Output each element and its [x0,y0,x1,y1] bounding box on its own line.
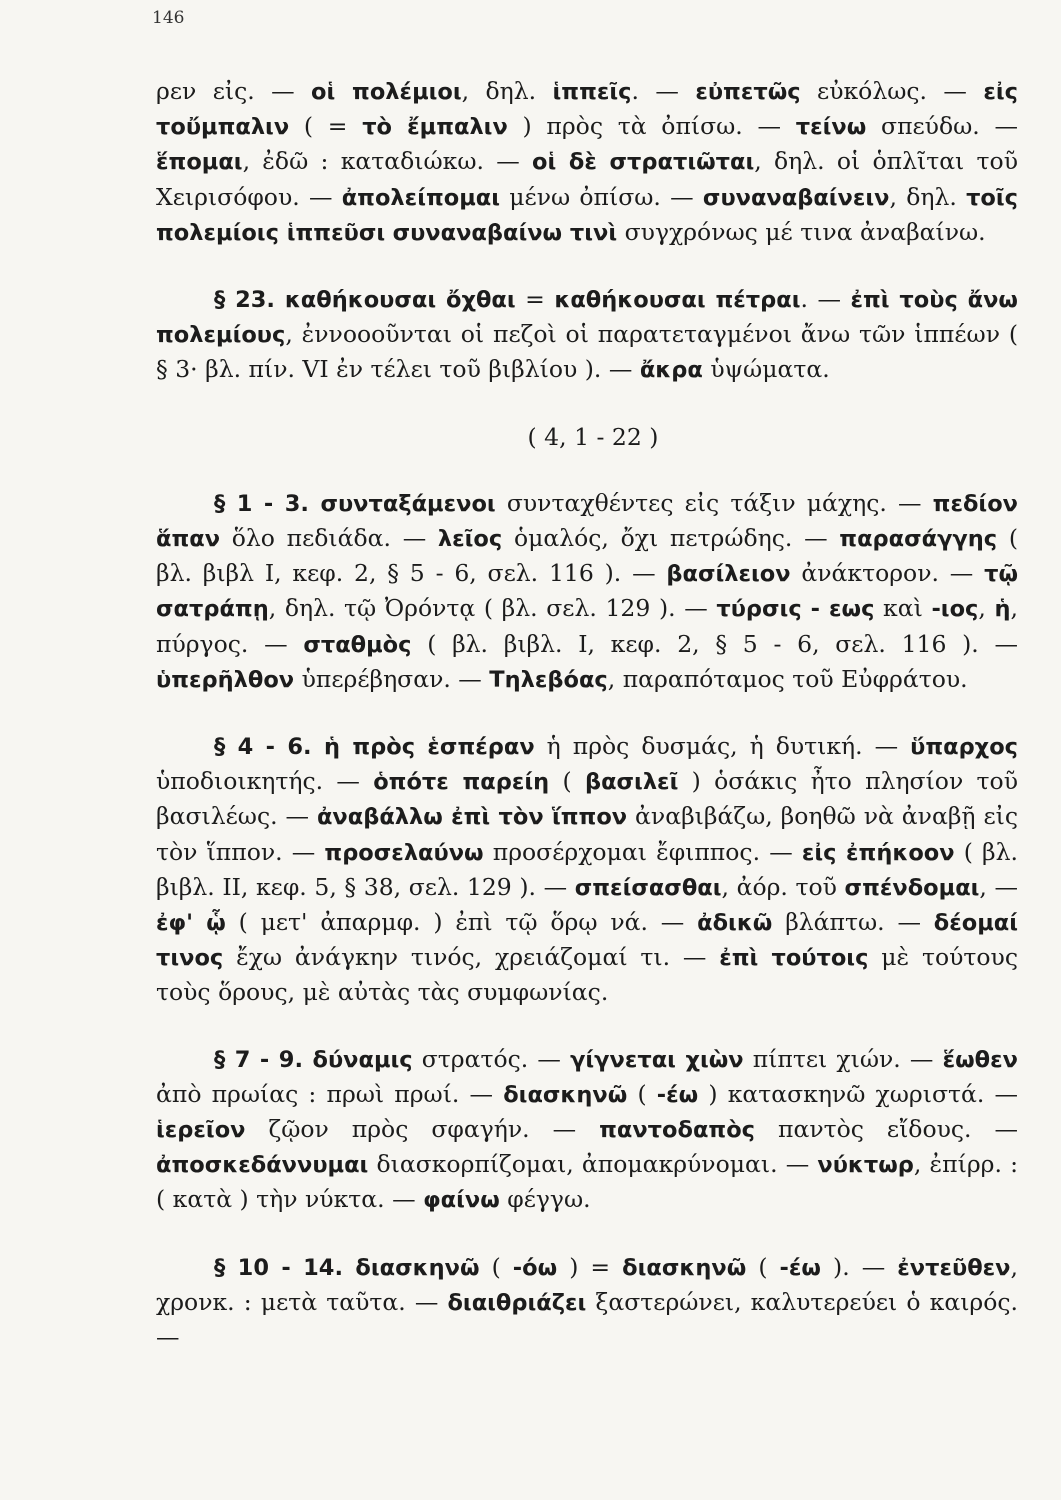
gloss-text: , ἐπίρρ. : ( κατὰ ) τὴν νύκτα. — [156,1150,1018,1214]
gloss-text: προσέρχομαι ἔφιππος. — [483,837,802,866]
commentary-paragraph [156,1250,1018,1355]
lemma-term: καθήκουσαι πέτραι [554,287,801,314]
lemma-term: ὕπαρχος [910,734,1018,761]
lemma-term: § 23. καθήκουσαι ὄχθαι [214,287,516,314]
commentary-paragraph [156,74,1018,250]
gloss-text: ἀπὸ πρωίας : πρωὶ πρωί. — [156,1079,504,1108]
gloss-text: ἀνάκτορον. — [790,559,985,588]
gloss-text: , δηλ. [461,77,553,105]
lemma-term: εἰς τοὔμπαλιν [156,79,1018,141]
paragraph-spacer [156,454,1018,486]
gloss-text: ( βλ. βιβλ. I, κεφ. 2, § 5 - 6, σελ. 116 ). — [411,629,1018,658]
lemma-term: βασιλεῖ [584,769,679,796]
gloss-text: ( [627,1079,657,1108]
lemma-term: προσελαύνω [324,839,484,866]
gloss-text: ὅλο πεδιάδα. — [220,524,438,553]
gloss-text: , ἀόρ. τοῦ [721,872,845,901]
lemma-term: ἄκρα [639,357,703,384]
gloss-text: ὑψώματα. [702,355,830,384]
lemma-term: τὸ ἔμπαλιν [362,114,508,141]
gloss-text: ( [479,1252,513,1281]
gloss-text: στρατός. — [412,1044,571,1073]
gloss-text: καὶ [874,594,932,623]
lemma-term: τείνω [795,114,867,141]
gloss-text: μὲ τούτους τοὺς ὅρους, μὲ αὐτὰς τὰς συμφωνίας. [156,943,1018,1007]
gloss-text: ( [746,1252,780,1281]
lemma-term: ἐπὶ τοὺς ἄνω πολεμίους [156,287,1018,349]
gloss-text: , δηλ. τῷ Ὀρόντᾳ ( βλ. σελ. 129 ). — [268,594,717,623]
lemma-term: -έω [656,1081,699,1108]
gloss-text: συγχρόνως μέ τινα ἀναβαίνω. [617,217,986,246]
gloss-text: , — [979,872,1018,901]
gloss-text: , δηλ. [889,182,967,211]
gloss-text: πίπτει χιών. — [743,1044,943,1073]
commentary-paragraph [156,282,1018,388]
gloss-text: ἔχω ἀνάγκην τινός, χρειάζομαί τι. — [223,943,720,972]
gloss-text: ( = [289,112,363,141]
lemma-term: διασκηνῶ [622,1254,747,1281]
lemma-term: σπένδομαι [844,874,980,901]
gloss-text: ξαστερώνει, καλυτερεύει ὁ καιρός. — [156,1287,1019,1352]
gloss-text: ζῷον πρὸς σφαγήν. — [245,1115,600,1144]
gloss-text: ρεν εἰς. — [156,77,312,105]
paragraph-spacer [156,1010,1018,1042]
gloss-text: , δηλ. οἱ ὁπλῖται τοῦ Χειρισόφου. — [156,147,1018,211]
commentary-part-2 [156,454,1018,1354]
lemma-term: Τηλεβόας [489,666,608,693]
gloss-text: ). — [820,1252,898,1281]
gloss-text: . — [800,285,851,314]
lemma-term: πεδίον ἅπαν [156,490,1018,553]
lemma-term: εἰς ἐπήκοον [801,839,955,866]
lemma-term: -όω [512,1254,558,1281]
lemma-term: τῷ σατράπῃ [156,561,1019,623]
lemma-term: γίγνεται χιὼν [570,1046,744,1073]
section-heading: ( 4, 1 - 22 ) [527,422,659,451]
lemma-term: ἕπομαι [156,149,243,176]
lemma-term: δέομαί τινος [156,910,1019,972]
page-number: 146 [152,8,185,28]
lemma-term: βασίλειον [666,561,791,588]
lemma-term: ἐντεῦθεν [897,1254,1011,1281]
gloss-text: , χρονκ. : μετὰ ταῦτα. — [156,1252,1018,1316]
lemma-term: ἀπολείπομαι [341,184,500,211]
gloss-text: ὁμαλός, ὄχι πετρώδης. — [502,524,840,553]
paragraph-spacer [156,1218,1018,1250]
lemma-term: συναναβαίνειν [702,184,890,211]
lemma-term: λεῖος [437,526,503,553]
gloss-text: συνταχθέντες εἰς τάξιν μάχης. — [495,488,933,517]
lemma-term: νύκτωρ [817,1152,914,1179]
paragraph-spacer [156,250,1018,282]
gloss-text: ) κατασκηνῶ χωριστά. — [698,1079,1018,1108]
lemma-term: διαιθριάζει [447,1289,587,1316]
commentary-paragraph [156,729,1018,1010]
gloss-text: εὐκόλως. — [800,77,984,105]
lemma-term: ὁπότε παρείη [373,769,550,796]
gloss-text: , ἐννοοοῦνται οἱ πεζοὶ οἱ παρατεταγμένοι ἄνω τῶν ἱππέων ( § 3· βλ. πίν. VI ἐν τέλει τοῦ βιβλίου ). — [156,320,1018,384]
gloss-text: διασκορπίζομαι, ἀπομακρύνομαι. — [368,1150,818,1179]
gloss-text: ( μετ' ἀπαρμφ. ) ἐπὶ τῷ ὅρῳ νά. — [225,908,698,937]
lemma-term: § 10 - 14. διασκηνῶ [214,1254,480,1281]
lemma-term: τύρσις - εως [716,596,875,623]
spacer [156,388,1018,420]
gloss-text: μένω ὀπίσω. — [500,182,703,211]
gloss-text: , [978,594,995,623]
lemma-term: ἀδικῶ [697,910,773,937]
lemma-term: οἱ δὲ στρατιῶται [532,149,755,176]
lemma-term: οἱ πολέμιοι [311,79,462,105]
lemma-term: τοῖς πολεμίοις ἱππεῦσι [156,184,1018,246]
gloss-text: ἀναβιβάζω, βοηθῶ νὰ ἀναβῇ εἰς τὸν ἵππον. — [156,802,1018,866]
gloss-text: παντὸς εἴδους. — [755,1115,1018,1144]
gloss-text: ) ὁσάκις ἦτο πλησίον τοῦ βασιλέως. — [156,767,1018,831]
lemma-term: φαίνω [423,1187,500,1214]
gloss-text: = [515,285,555,314]
gloss-text: σπεύδω. — [866,112,1018,141]
lemma-term: ἱερεῖον [156,1117,246,1144]
lemma-term: ἀποσκεδάννυμαι [156,1152,369,1179]
gloss-text: , παραπόταμος τοῦ Εὐφράτου. [607,664,968,693]
gloss-text: φέγγω. [499,1185,591,1214]
gloss-text: ( [549,767,585,796]
lemma-term: § 4 - 6. ἡ πρὸς ἑσπέραν [214,734,535,761]
commentary-text [156,74,1018,1354]
lemma-term: συναναβαίνω τινὶ [392,219,618,246]
gloss-text: βλάπτω. — [772,908,934,937]
gloss-text: ὑποδιοικητής. — [156,767,374,796]
lemma-term: § 1 - 3. συνταξάμενοι [214,490,496,517]
lemma-term: § 7 - 9. δύναμις [214,1046,413,1073]
gloss-text: , ἐδῶ : καταδιώκω. — [242,147,533,176]
lemma-term: σταθμὸς [303,631,412,658]
commentary-paragraph [156,486,1018,697]
commentary-part-1 [156,74,1018,388]
lemma-term: ἱππεῖς [552,79,632,105]
lemma-term: διασκηνῶ [503,1081,628,1108]
lemma-term: ἕωθεν [942,1046,1018,1073]
lemma-term: ἐφ' ᾧ [156,910,226,937]
lemma-term: παρασάγγης [839,526,998,553]
gloss-text: ) = [557,1252,623,1281]
lemma-term: εὐπετῶς [695,79,801,105]
lemma-term: σπείσασθαι [574,874,722,901]
lemma-term: -έω [779,1254,821,1281]
paragraph-spacer [156,697,1018,729]
gloss-text: , πύργος. — [156,594,1018,658]
lemma-term: ἐπὶ τούτοις [719,945,869,972]
gloss-text: . — [631,77,696,105]
gloss-text [385,218,392,246]
lemma-term: ἡ [994,596,1011,623]
gloss-text: ὑπερέβησαν. — [294,664,490,693]
gloss-text: ( βλ. βιβλ I, κεφ. 2, § 5 - 6, σελ. 116 ). — [156,524,1018,588]
lemma-term: ἀναβάλλω ἐπὶ τὸν ἵππον [316,804,628,831]
gloss-text: ) πρὸς τὰ ὀπίσω. — [507,112,796,141]
lemma-term: -ιος [931,596,979,623]
commentary-paragraph [156,1042,1018,1218]
lemma-term: παντοδαπὸς [599,1117,756,1144]
gloss-text: ( βλ. βιβλ. II, κεφ. 5, § 38, σελ. 129 ). — [156,837,1019,901]
gloss-text: ἡ πρὸς δυσμάς, ἡ δυτική. — [534,732,911,761]
lemma-term: ὑπερῆλθον [156,666,295,693]
